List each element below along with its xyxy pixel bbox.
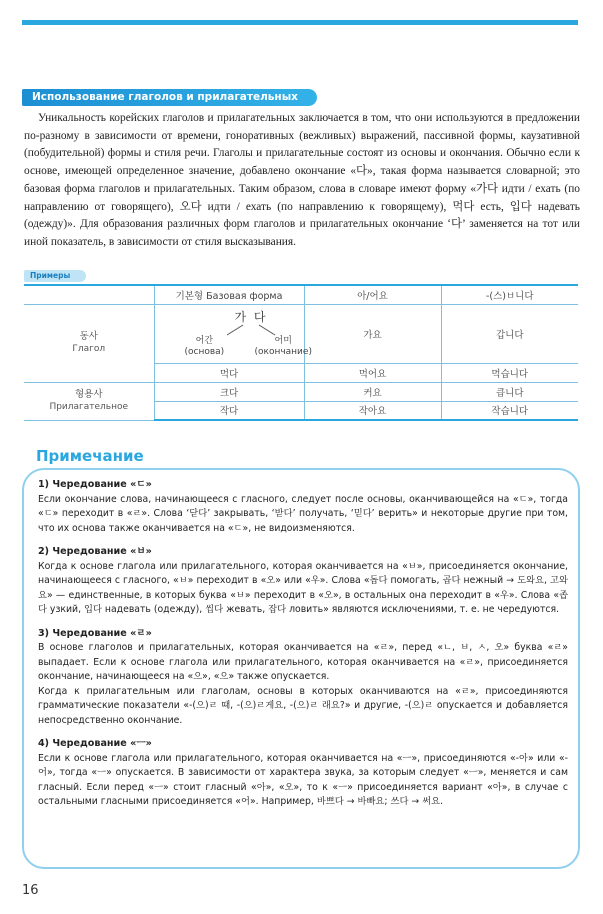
- table-cell: 작습니다: [441, 401, 578, 420]
- note-item: [38, 545, 568, 618]
- table-header-cell: [24, 285, 154, 304]
- table-cell: 큽니다: [441, 382, 578, 401]
- adj-label-cell: [24, 382, 154, 420]
- adj-label-ko: 형용사: [74, 389, 103, 400]
- note-item-text: В основе глаголов и прилагательных, которая оканчивается на «ㄹ», перед «ㄴ, ㅂ, ㅅ, 오» буква «ㄹ» выпадает. Если к основе глагола или прилагательного, которая оканчивается на «ㄹ», присоединяется окончание, начинающееся на «으», «으» также опускается. Когда к прилагательным или глаголам, основы в которых оканчиваются на «ㄹ», присоединяются грамматические показатели «-(으)ㄹ 때, -(으)ㄹ게요, -(으)ㄹ 래요?» и другие, -(으)ㄹ опускается и добавляется непосредственно окончание.: [38, 642, 568, 726]
- note-item-heading: 1) Чередование «ㄷ»: [38, 479, 152, 490]
- table-cell: 먹어요: [304, 363, 441, 382]
- note-item-text: Если к основе глагола или прилагательного, которая оканчивается на «ㅡ», присоединяются «-아» или «-어», тогда «ㅡ» опускается. В зависимости от характера звука, за которым следует «ㅡ», меняется и сам гласный. Если перед «ㅡ» стоит гласный «아», «오», то к «ㅡ» присоединяется вариант «아», в случае с остальными гласными присоединяется «어». Например, 바쁘다 → 바빠요; 쓰다 → 써요.: [38, 752, 568, 807]
- table-header-row: [24, 285, 578, 304]
- note-title: Примечание: [36, 447, 144, 465]
- verb-label-ru: Глагол: [72, 344, 106, 354]
- table-cell: 커요: [304, 382, 441, 401]
- intro-paragraph: Уникальность корейских глаголов и прилагательных заключается в том, что они используются в предложении по-разному в зависимости от времени, гоноративных (вежливых) выражений, пассивной формы, каузативной (побудительной) формы и стиля речи. Глаголы и прилагательные состоят из основы и окончания. Обычно если к основе, имеющей определенное значение, добавлено окончание «다», такая форма называется словарной; это базовая форма глаголов и прилагательных. Таким образом, слова в словаре имеют форму «가다 идти / ехать (по направлению от говорящего), 오다 идти / ехать (по направлению к говорящему), 먹다 есть, 입다 надевать (одежду)». Для образования различных форм глаголов и прилагательных окончание ‘다’ заменяется на тот или иной показатель, в зависимости от стиля высказывания.: [24, 112, 580, 248]
- adj-label-ru: Прилагательное: [49, 402, 129, 412]
- table-cell: 작다: [154, 401, 304, 420]
- note-item: [38, 478, 568, 536]
- table-cell: 먹다: [154, 363, 304, 382]
- note-item-heading: 4) Чередование «ㅡ»: [38, 738, 152, 749]
- table-row: [24, 382, 578, 401]
- diagram-ending: 어미 (окончание): [254, 335, 312, 357]
- table-header-cell: 기본형 Базовая форма: [154, 285, 304, 304]
- table-header-cell: -(스)ㅂ니다: [441, 285, 578, 304]
- table-cell: 갑니다: [441, 304, 578, 363]
- note-item-heading: 2) Чередование «ㅂ»: [38, 546, 152, 557]
- stem-ending-diagram: [155, 305, 312, 363]
- diagram-branch-lines: [213, 324, 303, 336]
- table-row: [24, 304, 578, 363]
- examples-tag: Примеры: [24, 270, 86, 282]
- stem-ending-diagram-cell: [154, 304, 312, 363]
- table-cell: 가요: [304, 304, 441, 363]
- note-content: [38, 478, 568, 819]
- table-cell: 먹습니다: [441, 363, 578, 382]
- note-item-heading: 3) Чередование «ㄹ»: [38, 627, 152, 639]
- verb-label-cell: [24, 304, 154, 382]
- verb-label-ko: 동사: [79, 331, 98, 342]
- diagram-stem: 어간 (основа): [184, 335, 225, 357]
- page-number: 16: [22, 883, 39, 898]
- section-heading: Использование глаголов и прилагательных: [22, 89, 317, 106]
- top-accent-bar: [22, 20, 578, 25]
- note-item-text: Когда к основе глагола или прилагательного, которая оканчивается на «ㅂ», присоединяется окончание, начинающееся с гласного, «ㅂ» переходит в «오» или «우». Слова «돕다 помогать, 곱다 нежный → 도와요, 고와요» — единственные, в которых буква «ㅂ» переходит в «오», в остальных она переходит в «우». Слова «좁다 узкий, 입다 надевать (одежду), 씹다 жевать, 잡다 ловить» являются исключениями, т. е. не чередуются.: [38, 560, 568, 615]
- table-header-cell: 아/어요: [304, 285, 441, 304]
- note-item-text: Если окончание слова, начинающееся с гласного, следует после основы, оканчивающейся на «ㄷ», тогда «ㄷ» переходит в «ㄹ». Слова ‘닫다’ закрывать, ‘받다’ получать, ‘믿다’ верить» и некоторые другие при том, что их основа также оканчивается на «ㄷ», не видоизменяются.: [38, 493, 568, 534]
- note-item: [38, 737, 568, 810]
- diagram-word: 가 다: [234, 309, 268, 324]
- note-item: [38, 627, 568, 729]
- examples-table: [24, 284, 578, 421]
- table-cell: 작아요: [304, 401, 441, 420]
- table-cell: 크다: [154, 382, 304, 401]
